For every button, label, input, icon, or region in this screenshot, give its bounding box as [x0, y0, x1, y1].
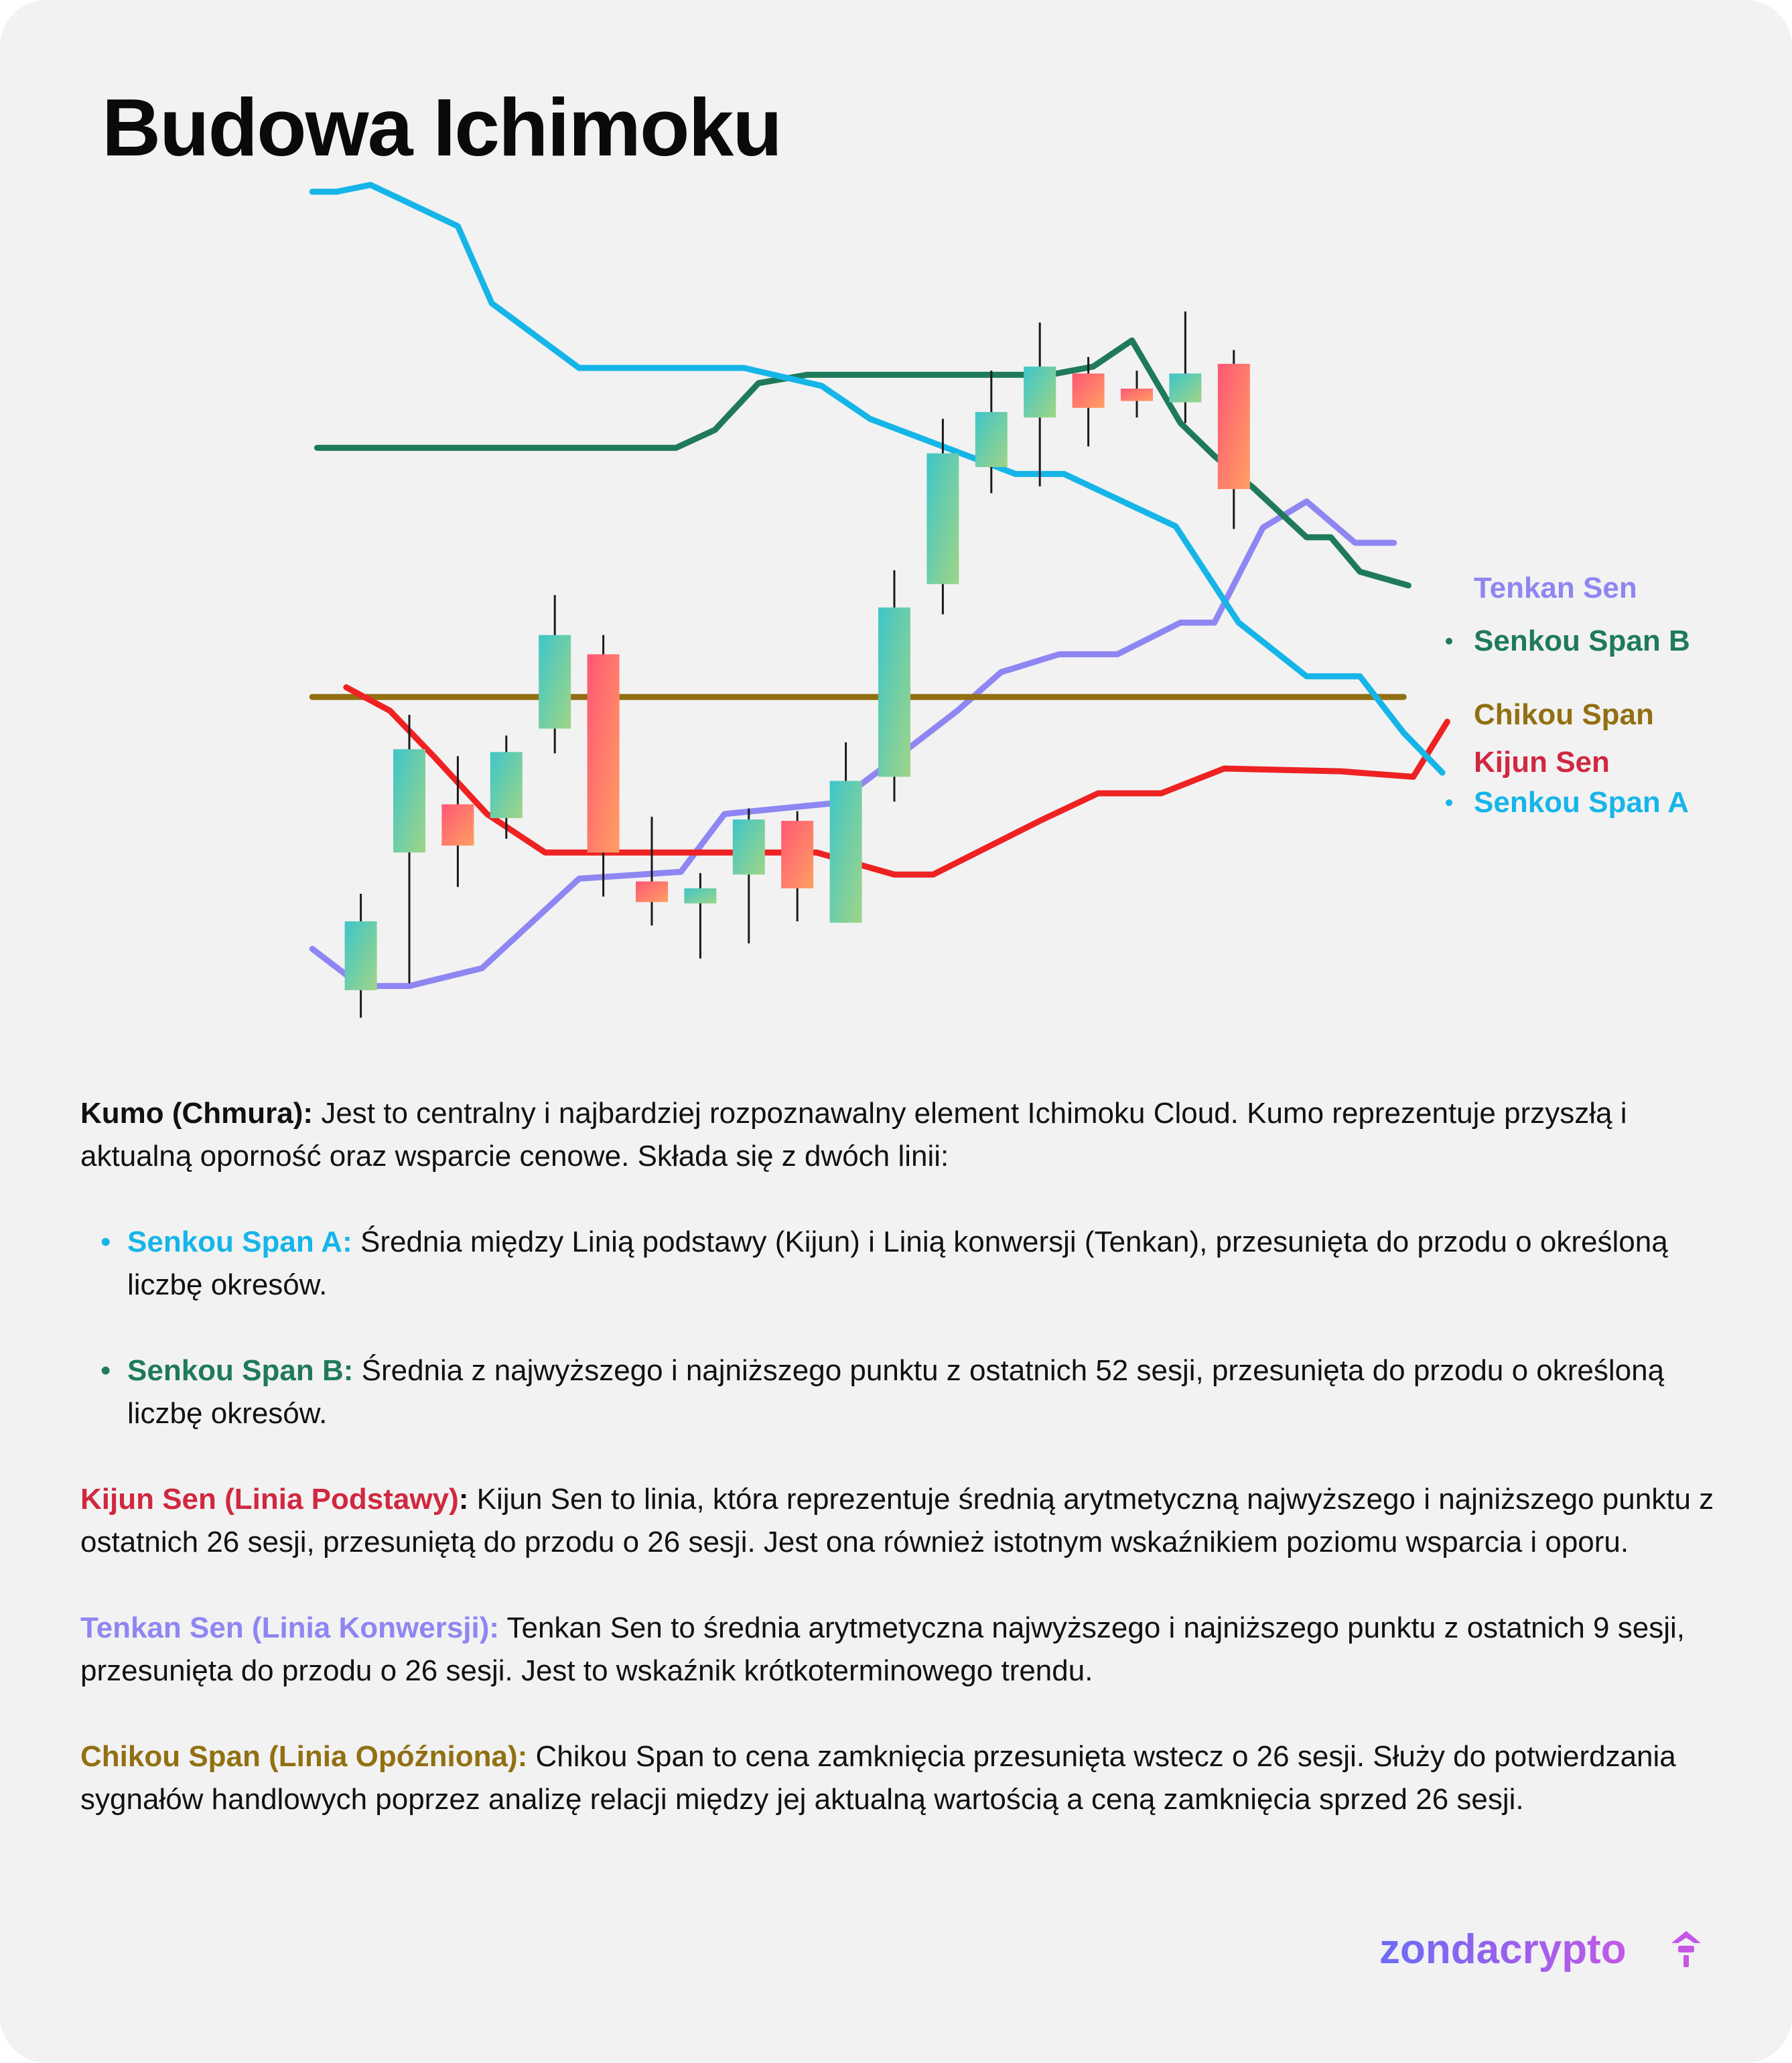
candle [1218, 350, 1250, 529]
series-line-senkou-span-a [312, 185, 1442, 773]
chikou-paragraph [80, 1735, 1715, 1821]
candle-body-bearish [1218, 364, 1250, 489]
candle-body-bullish [733, 819, 765, 874]
candle-body-bearish [441, 804, 474, 846]
brand-logo-wordmark [1379, 1923, 1661, 1977]
kumo-label: Kumo (Chmura): [80, 1097, 314, 1130]
legend-label-chikou-span: Chikou Span [1474, 698, 1654, 731]
candle [975, 371, 1008, 493]
chart-legend [1446, 572, 1690, 819]
legend-dot-senkou-span-b [1446, 638, 1452, 645]
legend-label-senkou-span-a: Senkou Span A [1474, 786, 1690, 819]
indicator-lines [312, 185, 1447, 986]
kijun-colon: : [458, 1483, 469, 1516]
list-item-span-b [80, 1349, 1715, 1435]
kijun-text: Kijun Sen to linia, która reprezentuje średnią arytmetyczną najwyższego i najniższego punktu z ostatnich 26 sesji, przesuniętą do przodu o 26 sesji. Jest ona również istotnym wskaźnikiem poziomu wsparcia i oporu. [80, 1483, 1714, 1558]
candle [733, 809, 765, 943]
candle-body-bullish [975, 412, 1008, 467]
chikou-label: Chikou Span (Linia Opóźniona): [80, 1740, 528, 1773]
candle [441, 756, 474, 887]
span-a-label: Senkou Span A: [127, 1225, 352, 1258]
kumo-lines-list [80, 1221, 1715, 1435]
span-b-text: Średnia z najwyższego i najniższego punktu z ostatnich 52 sesji, przesunięta do przodu o określoną liczbę okresów. [127, 1354, 1665, 1430]
candle [588, 635, 620, 896]
candle-body-bullish [684, 888, 716, 904]
kumo-paragraph [80, 1092, 1715, 1178]
kijun-paragraph [80, 1478, 1715, 1564]
candle-body-bearish [781, 821, 813, 888]
page-title: Budowa Ichimoku [102, 82, 781, 173]
candle [1121, 371, 1153, 417]
tenkan-label: Tenkan Sen (Linia Konwersji): [80, 1611, 500, 1644]
candle-body-bullish [490, 752, 523, 818]
candle-body-bullish [1024, 367, 1056, 417]
candle [345, 894, 377, 1018]
span-b-label: Senkou Span B: [127, 1354, 354, 1387]
candle-body-bullish [539, 635, 571, 729]
candle [393, 715, 425, 984]
tenkan-paragraph [80, 1607, 1715, 1692]
legend-label-kijun-sen: Kijun Sen [1474, 746, 1610, 779]
candle [1024, 322, 1056, 486]
candle [781, 811, 813, 921]
legend-dot-senkou-span-a [1446, 799, 1452, 806]
brand-mark-icon [1667, 1928, 1705, 1971]
tenkan-text: Tenkan Sen to średnia arytmetyczna najwyższego i najniższego punktu z ostatnich 9 sesji, przesunięta do przodu o 26 sesji. Jest to wskaźnik krótkoterminowego trendu. [80, 1611, 1685, 1687]
candle-body-bullish [345, 921, 377, 990]
candle [490, 736, 523, 839]
kumo-text: Jest to centralny i najbardziej rozpoznawalny element Ichimoku Cloud. Kumo reprezentuje przyszłą i aktualną oporność oraz wsparcie cenowe. Składa się z dwóch linii: [80, 1097, 1627, 1173]
chikou-text: Chikou Span to cena zamknięcia przesunięta wstecz o 26 sesji. Służy do potwierdzania sygnałów handlowych poprzez analizę relacji między jej aktualną wartością a ceną zamknięcia sprzed 26 sesji. [80, 1740, 1676, 1816]
bullet-icon: • [100, 1225, 111, 1258]
candle-body-bullish [878, 608, 910, 777]
candle-body-bullish [1169, 373, 1201, 402]
legend-label-senkou-span-b: Senkou Span B [1474, 624, 1690, 657]
description [80, 1092, 1715, 1864]
candle-body-bearish [588, 655, 620, 853]
bullet-icon: • [100, 1354, 111, 1387]
candle [684, 873, 716, 958]
candle-body-bearish [1121, 389, 1153, 401]
list-item-span-a [80, 1221, 1715, 1307]
candle [539, 595, 571, 753]
brand-logo [1379, 1923, 1705, 1977]
candle-body-bearish [636, 882, 668, 903]
brand-logo-text: zondacrypto [1379, 1926, 1627, 1973]
candle [830, 742, 862, 923]
candle-body-bullish [393, 749, 425, 852]
candle-body-bullish [926, 454, 959, 584]
candle-body-bullish [830, 781, 862, 923]
kijun-label: Kijun Sen (Linia Podstawy) [80, 1483, 459, 1516]
candle-body-bearish [1073, 373, 1105, 407]
candles [345, 312, 1250, 1018]
candle [878, 570, 910, 801]
legend-label-tenkan-sen: Tenkan Sen [1474, 572, 1637, 604]
span-a-text: Średnia między Linią podstawy (Kijun) i Linią konwersji (Tenkan), przesunięta do przodu o określoną liczbę okresów. [127, 1225, 1668, 1301]
